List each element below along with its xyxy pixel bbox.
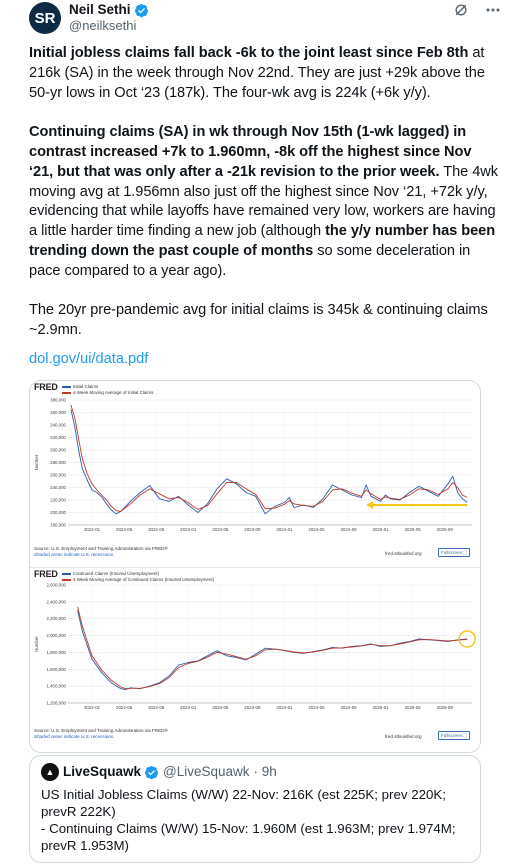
author-handle[interactable]: @neilksethi xyxy=(69,18,137,33)
legend-initial-claims: Initial Claims xyxy=(72,384,99,389)
continuing-claims-svg xyxy=(30,568,481,753)
quote-author-name: LiveSquawk xyxy=(63,764,142,779)
x-tick-label: 2023-09 xyxy=(244,705,261,710)
source-text: Source: U.S. Employment and Training Administration via FRED® xyxy=(34,728,168,733)
p1-run-1: at 216k (SA) in the week through Nov 22nd. They are just +29k above the 50-yr lows in Oct ‘23 (187k). The four-wk avg is 224k (+6k y/y). xyxy=(29,45,485,101)
y-tick-label: 340,000 xyxy=(50,422,66,428)
p2-run-0: Continuing claims (SA) in wk through Nov 15th (1-wk lagged) in contrast increased +7k to 1.960mn, -8k off the highest since Nov ‘21, but that was only after a -21k revision to the prior week. xyxy=(29,124,472,180)
tweet-header xyxy=(29,2,501,36)
y-tick-label: 1,200,000 xyxy=(46,700,66,706)
x-tick-label: 2023-05 xyxy=(212,705,229,710)
x-tick-label: 2023-09 xyxy=(244,527,261,532)
author-name[interactable]: Neil Sethi xyxy=(69,2,131,17)
x-tick-label: 2023-01 xyxy=(180,527,197,532)
y-axis-label: Number xyxy=(34,454,39,471)
x-tick-label: 2025-01 xyxy=(372,527,389,532)
fred-url: fred.stlouisfed.org xyxy=(385,734,422,739)
x-tick-label: 2024-09 xyxy=(340,705,357,710)
x-tick-label: 2025-01 xyxy=(372,705,389,710)
x-tick-label: 2022-05 xyxy=(116,705,133,710)
x-tick-label: 2024-01 xyxy=(276,705,293,710)
x-tick-label: 2025-09 xyxy=(436,705,453,710)
quote-handle: @LiveSquawk xyxy=(163,764,250,779)
x-tick-label: 2024-09 xyxy=(340,527,357,532)
shaded-note: Shaded areas indicate U.S. recessions. xyxy=(34,733,115,739)
fullscreen-button[interactable]: Fullscreen ⛶ xyxy=(438,548,470,557)
x-tick-label: 2022-01 xyxy=(83,527,101,532)
y-tick-label: 320,000 xyxy=(50,435,66,440)
quote-avatar-icon: ▲ xyxy=(41,763,59,781)
y-tick-label: 280,000 xyxy=(50,460,66,465)
annotation-arrow-head xyxy=(366,501,373,509)
shaded-note: Shaded areas indicate U.S. recessions. xyxy=(34,551,115,557)
quote-line-2: - Continuing Claims (W/W) 15-Nov: 1.960M (est 1.963M; prev 1.974M; prevR 1.953M) xyxy=(41,821,456,853)
source-text: Source: U.S. Employment and Training Administration via FRED® xyxy=(34,546,168,551)
avatar[interactable]: SR xyxy=(29,2,61,34)
series-line-1 xyxy=(78,607,468,689)
paragraph-3 xyxy=(29,301,499,341)
initial-claims-chart xyxy=(30,381,481,567)
x-tick-label: 2025-05 xyxy=(404,705,421,710)
legend-4wk-continued: 4-Week Moving Average of Continued Claims (Insured Unemployment) xyxy=(72,577,215,582)
x-tick-label: 2025-05 xyxy=(404,527,421,532)
y-tick-label: 2,000,000 xyxy=(46,633,66,639)
fred-header xyxy=(34,384,153,396)
x-tick-label: 2024-05 xyxy=(308,705,325,710)
verified-badge-icon xyxy=(134,3,149,18)
verified-badge-icon xyxy=(144,765,159,780)
legend-4wk-initial: 4-Week Moving Average of Initial Claims xyxy=(72,390,154,395)
p2-run-2: the y/y number has been trending down the past couple of months xyxy=(29,223,496,259)
x-tick-label: 2024-05 xyxy=(308,527,325,532)
series-line-1 xyxy=(71,405,467,511)
chart-source xyxy=(34,546,168,557)
quoted-tweet[interactable] xyxy=(29,755,481,863)
y-tick-label: 380,000 xyxy=(50,397,66,403)
x-tick-label: 2022-01 xyxy=(83,705,101,710)
x-tick-label: 2023-05 xyxy=(212,527,229,532)
tweet-text xyxy=(29,44,499,361)
dol-link[interactable]: dol.gov/ui/data.pdf xyxy=(29,351,149,367)
x-tick-label: 2024-01 xyxy=(276,527,293,532)
more-icon[interactable] xyxy=(485,2,501,23)
paragraph-1 xyxy=(29,44,499,103)
y-tick-label: 1,400,000 xyxy=(46,683,66,689)
quote-line-1: US Initial Jobless Claims (W/W) 22-Nov: 216K (est 225K; prev 220K; prevR 222K) xyxy=(41,787,446,819)
media-image[interactable] xyxy=(29,380,481,753)
y-tick-label: 1,600,000 xyxy=(46,666,66,672)
fred-header xyxy=(34,571,214,583)
y-tick-label: 180,000 xyxy=(50,522,66,528)
fred-logo: FRED xyxy=(34,569,58,579)
grok-icon[interactable] xyxy=(453,2,469,23)
y-tick-label: 360,000 xyxy=(50,410,66,415)
series-line-0 xyxy=(78,610,468,689)
legend-continued-claims: Continued Claims (Insured Unemployment) xyxy=(72,571,159,576)
y-tick-label: 200,000 xyxy=(50,510,66,515)
fred-url: fred.stlouisfed.org xyxy=(385,551,422,556)
x-tick-label: 2025-09 xyxy=(436,527,453,532)
p2-run-3: so some deceleration in pace compared to a year ago). xyxy=(29,242,471,279)
x-tick-label: 2022-05 xyxy=(116,527,133,532)
y-tick-label: 2,400,000 xyxy=(46,599,66,605)
author-names xyxy=(69,2,149,34)
quote-time: · 9h xyxy=(253,764,277,779)
continuing-claims-chart xyxy=(30,567,481,753)
paragraph-2 xyxy=(29,123,499,281)
x-tick-label: 2022-09 xyxy=(148,527,165,532)
initial-claims-svg xyxy=(30,381,481,567)
fullscreen-button[interactable]: Fullscreen ⛶ xyxy=(438,731,470,740)
fred-logo: FRED xyxy=(34,382,58,392)
y-tick-label: 1,800,000 xyxy=(46,649,66,655)
x-tick-label: 2023-01 xyxy=(180,705,197,710)
y-tick-label: 2,200,000 xyxy=(46,616,66,622)
p3-run-0: The 20yr pre-pandemic avg for initial claims is 345k & continuing claims ~2.9mn. xyxy=(29,302,488,339)
quote-text xyxy=(41,786,469,854)
p2-run-1: The 4wk moving avg at 1.956mn also just off the highest since Nov ‘21, +72k y/y, evidencing that while layoffs have remained very low, workers are having a little harder time finding a new job (although xyxy=(29,163,499,240)
y-tick-label: 220,000 xyxy=(50,497,66,503)
p1-run-0: Initial jobless claims fall back -6k to the joint least since Feb 8th xyxy=(29,45,469,61)
header-actions xyxy=(453,2,501,23)
y-tick-label: 240,000 xyxy=(50,485,66,490)
x-tick-label: 2022-09 xyxy=(148,705,165,710)
y-axis-label: Number xyxy=(34,636,39,652)
y-tick-label: 2,600,000 xyxy=(46,582,66,588)
y-tick-label: 260,000 xyxy=(50,472,66,478)
chart-source xyxy=(34,728,168,739)
y-tick-label: 300,000 xyxy=(50,447,66,453)
